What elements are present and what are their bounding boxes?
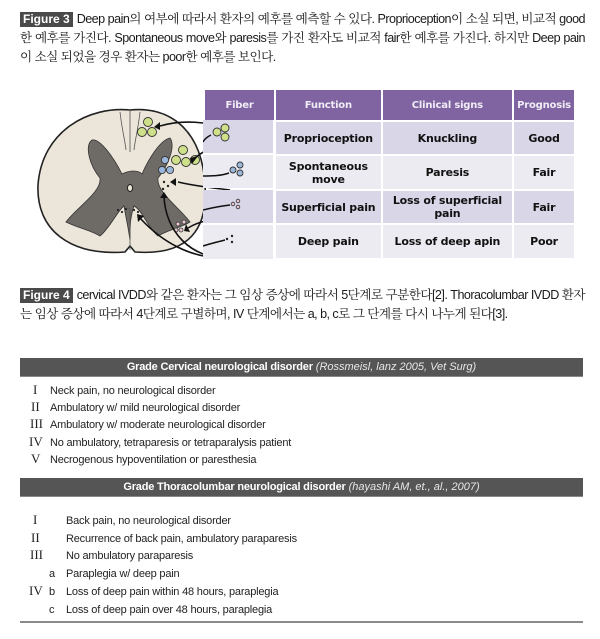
grade-numeral: III	[30, 416, 43, 431]
grade-text: Necrogenous hypoventilation or paresthesia	[50, 454, 257, 466]
clinical-sign-cell: Loss of superficial pain	[383, 191, 512, 223]
clinical-sign-cell: Knuckling	[383, 122, 512, 154]
header-function: Function	[276, 90, 381, 120]
figure4-caption	[20, 286, 585, 324]
function-cell: Deep pain	[276, 225, 381, 258]
grade-subletter: b	[49, 586, 56, 598]
prognosis-cell: Fair	[514, 156, 574, 189]
grade-numeral: IV	[29, 434, 43, 449]
grade-text: Recurrence of back pain, ambulatory paraparesis	[66, 533, 297, 545]
bottom-divider	[20, 621, 583, 623]
grade-numeral: I	[33, 512, 38, 527]
figure3-text: Deep pain의 여부에 따라서 환자의 예후를 예측할 수 있다. Proprioception이 소실 되면, 비교적 good한 예후를 가진다. Spontaneous move와 paresis를 가진 환자도 비교적 fair한 예후를 가진다. 하지만 Deep pain이 소실 되었을 경우 환자는 poor한 예후를 보인다.	[20, 12, 585, 64]
prognosis-cell: Poor	[514, 225, 574, 258]
figure4-label: Figure 4	[20, 288, 73, 303]
function-cell: Proprioception	[276, 122, 381, 154]
grade-text: Back pain, no neurological disorder	[66, 515, 231, 527]
clinical-sign-cell: Paresis	[383, 156, 512, 189]
header-prognosis: Prognosis	[514, 90, 574, 120]
grade-text: No ambulatory paraparesis	[66, 550, 194, 562]
figure4-text: cervical IVDD와 같은 환자는 그 임상 증상에 따라서 5단계로 구분한다[2]. Thoracolumbar IVDD 환자는 임상 증상에 따라서 4단계로 구별하며, IV 단계에서는 a, b, c로 그 단계를 다시 나누게 된다[3].	[20, 288, 585, 321]
cervical-title: Grade Cervical neurological disorder	[126, 361, 313, 373]
function-cell: Superficial pain	[276, 191, 381, 223]
thoracolumbar-reference: (hayashi AM, et., al., 2007)	[348, 481, 480, 493]
grade-numeral: V	[31, 451, 41, 466]
thoracolumbar-grade-header	[20, 478, 583, 497]
figure3-label: Figure 3	[20, 12, 73, 27]
function-cell: Spontaneous move	[276, 156, 381, 189]
fiber-glyphs	[203, 118, 273, 260]
table-header-row	[205, 90, 574, 120]
grade-text: Neck pain, no neurological disorder	[50, 385, 216, 397]
grade-subletter: a	[49, 568, 56, 580]
grade-numeral: I	[33, 382, 38, 397]
grade-numeral: II	[31, 399, 40, 414]
spinal-cord-diagram	[30, 100, 230, 260]
grade-numeral: III	[30, 547, 43, 562]
grade-text: Ambulatory w/ moderate neurological disorder	[50, 419, 266, 431]
grade-numeral: IV	[29, 583, 43, 598]
grade-text: Paraplegia w/ deep pain	[66, 568, 180, 580]
grade-text: Loss of deep pain over 48 hours, paraplegia	[66, 604, 273, 616]
prognosis-cell: Good	[514, 122, 574, 154]
cervical-reference: (Rossmeisl, lanz 2005, Vet Surg)	[315, 361, 477, 373]
grade-subletter: c	[49, 604, 55, 616]
cervical-grade-header	[20, 358, 583, 377]
grade-text: Loss of deep pain within 48 hours, paraplegia	[66, 586, 279, 598]
grade-text: Ambulatory w/ mild neurological disorder	[50, 402, 241, 414]
header-clinical-signs: Clinical signs	[383, 90, 512, 120]
grade-text: No ambulatory, tetraparesis or tetraparalysis patient	[50, 437, 292, 449]
clinical-sign-cell: Loss of deep apin	[383, 225, 512, 258]
figure3-caption	[20, 10, 585, 67]
prognosis-cell: Fair	[514, 191, 574, 223]
header-fiber: Fiber	[205, 90, 274, 120]
thoracolumbar-title: Grade Thoracolumbar neurological disorder	[123, 481, 346, 493]
grade-numeral: II	[31, 530, 40, 545]
